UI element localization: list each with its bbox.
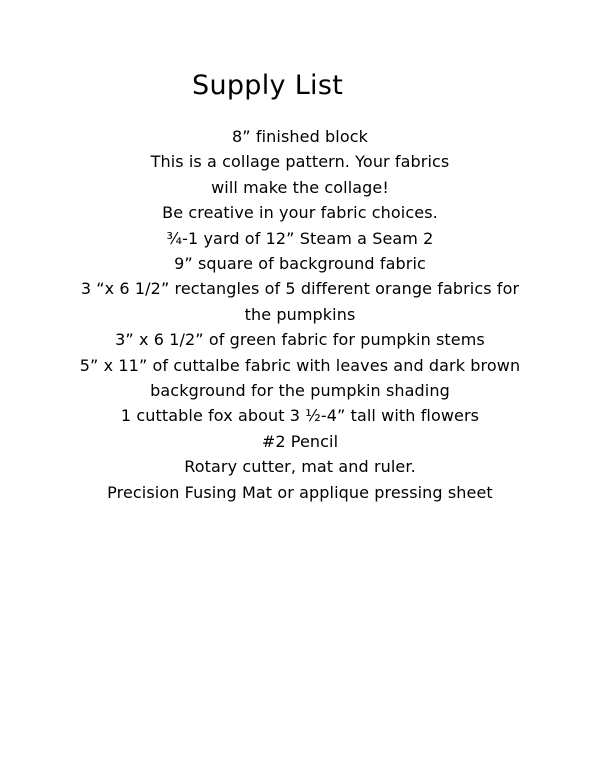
supply-line-brown-fabric-cont: background for the pumpkin shading	[150, 381, 450, 401]
supply-line-green-fabric: 3” x 6 1/2” of green fabric for pumpkin stems	[115, 330, 485, 350]
supply-line-collage-intro-cont: will make the collage!	[211, 177, 389, 197]
supply-line-brown-fabric: 5” x 11” of cuttalbe fabric with leaves and dark brown	[79, 355, 521, 375]
supply-line-be-creative: Be creative in your fabric choices.	[162, 203, 438, 223]
supply-line-orange-fabrics: 3 “x 6 1/2” rectangles of 5 different orange fabrics for	[80, 279, 520, 299]
supply-line-fox: 1 cuttable fox about 3 ½-4” tall with flowers	[120, 406, 480, 426]
supply-line-rotary-cutter: Rotary cutter, mat and ruler.	[184, 457, 416, 477]
supply-line-background-fabric: 9” square of background fabric	[174, 254, 426, 274]
supply-line-finished-block: 8” finished block	[232, 127, 368, 146]
supply-line-fusing-mat: Precision Fusing Mat or applique pressing sheet	[107, 482, 493, 502]
supply-line-orange-fabrics-cont: the pumpkins	[244, 304, 356, 324]
supply-line-collage-intro: This is a collage pattern. Your fabrics	[150, 152, 450, 172]
page-title: Supply List	[192, 70, 344, 101]
supply-line-steam-a-seam: ¾-1 yard of 12” Steam a Seam 2	[166, 228, 434, 248]
supply-list	[0, 124, 600, 505]
supply-line-pencil: #2 Pencil	[261, 431, 339, 451]
